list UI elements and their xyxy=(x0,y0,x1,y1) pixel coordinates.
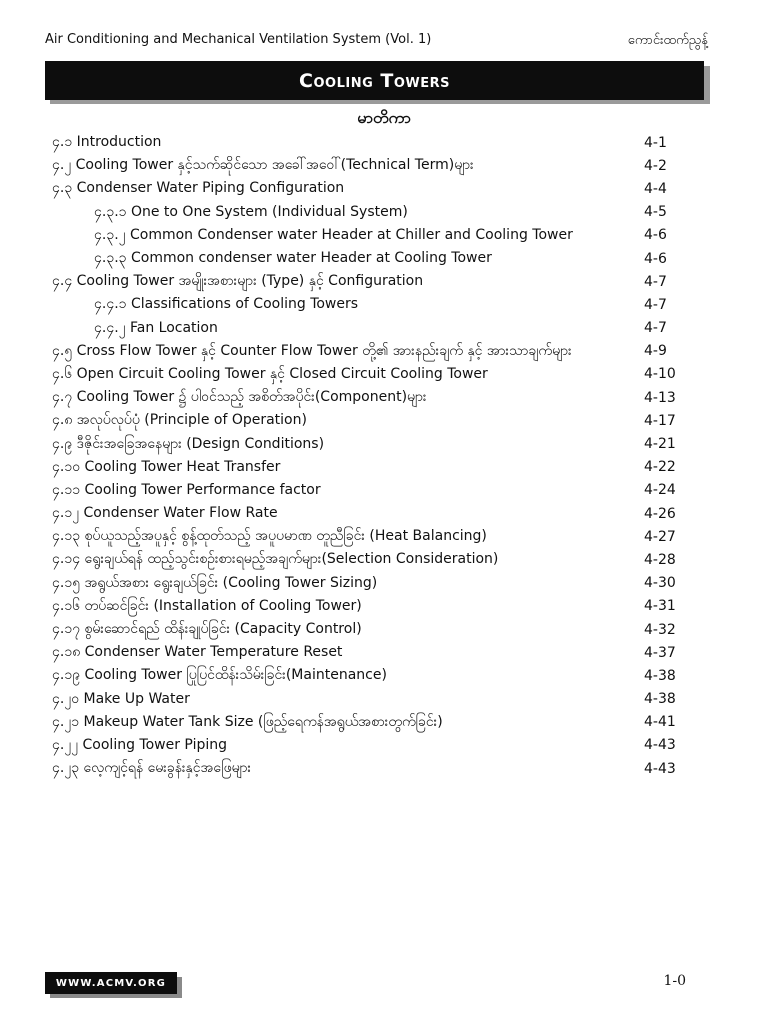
toc-entry-page: 4-2 xyxy=(644,157,667,174)
toc-entry-label[interactable]: ၄.၁၃ စုပ်ယူသည့်အပူနှင့် စွန့်ထုတ်သည့် အပူပမာဏ တူညီခြင်း (Heat Balancing) xyxy=(52,528,487,545)
toc-entry-label[interactable]: ၄.၃.၃ Common condenser water Header at Cooling Tower xyxy=(94,250,492,267)
toc-entry[interactable] xyxy=(52,293,692,316)
toc-entry-page: 4-7 xyxy=(644,320,667,337)
toc-entry[interactable] xyxy=(52,688,692,711)
toc-entry-label[interactable]: ၄.၅ Cross Flow Tower နှင့် Counter Flow Tower တို့၏ အားနည်းချက် နှင့် အားသာချက်များ xyxy=(52,342,572,359)
toc-entry-page: 4-32 xyxy=(644,621,676,638)
toc-entry-page: 4-43 xyxy=(644,760,676,777)
toc-entry[interactable] xyxy=(52,456,692,479)
toc-entry[interactable] xyxy=(52,340,692,363)
toc-entry-label[interactable]: ၄.၁၁ Cooling Tower Performance factor xyxy=(52,481,321,498)
chapter-title-bar xyxy=(45,61,704,100)
toc-entry-page: 4-6 xyxy=(644,227,667,244)
page-number: 1-0 xyxy=(663,973,686,989)
toc-entry[interactable] xyxy=(52,317,692,340)
toc-entry-label[interactable]: ၄.၂၀ Make Up Water xyxy=(52,690,190,707)
toc-entry-page: 4-4 xyxy=(644,180,667,197)
toc-entry-page: 4-13 xyxy=(644,389,676,406)
toc-entry[interactable] xyxy=(52,247,692,270)
toc-entry-page: 4-38 xyxy=(644,691,676,708)
toc-entry-page: 4-26 xyxy=(644,505,676,522)
toc-entry-page: 4-37 xyxy=(644,644,676,661)
toc-entry-label[interactable]: ၄.၁၀ Cooling Tower Heat Transfer xyxy=(52,458,281,475)
toc-entry[interactable] xyxy=(52,572,692,595)
toc-entry-label[interactable]: ၄.၁၄ ရွေးချယ်ရန် ထည့်သွင်းစဉ်းစားရမည့်အချက်များ(Selection Consideration) xyxy=(52,551,499,568)
toc-entry-page: 4-10 xyxy=(644,366,676,383)
toc-entry[interactable] xyxy=(52,131,692,154)
toc-entry[interactable] xyxy=(52,525,692,548)
toc-entry-label[interactable]: ၄.၂ Cooling Tower နှင့်သက်ဆိုင်သော အခေါ်အဝေါ်(Technical Term)များ xyxy=(52,157,474,174)
website-link[interactable]: WWW.ACMV.ORG xyxy=(55,977,167,989)
toc-entry-label[interactable]: ၄.၁၈ Condenser Water Temperature Reset xyxy=(52,644,343,661)
toc-entry-page: 4-1 xyxy=(644,134,667,151)
toc-entry-label[interactable]: ၄.၇ Cooling Tower ၌ ပါဝင်သည့် အစိတ်အပိုင်း(Component)များ xyxy=(52,389,427,406)
toc-entry-label[interactable]: ၄.၈ အလုပ်လုပ်ပုံ (Principle of Operation) xyxy=(52,412,307,429)
toc-entry-label[interactable]: ၄.၃.၂ Common Condenser water Header at Chiller and Cooling Tower xyxy=(94,226,573,243)
toc-entry-page: 4-28 xyxy=(644,551,676,568)
toc-entry-label[interactable]: ၄.၉ ဒီဇိုင်းအခြေအနေများ (Design Conditions) xyxy=(52,435,325,452)
toc-entry-page: 4-31 xyxy=(644,598,676,615)
toc-entry-label[interactable]: ၄.၃.၁ One to One System (Individual System) xyxy=(94,203,408,220)
toc-entry-label[interactable]: ၄.၂၂ Cooling Tower Piping xyxy=(52,736,227,753)
toc-entry-page: 4-24 xyxy=(644,482,676,499)
toc-entry[interactable] xyxy=(52,154,692,177)
toc-entry-label[interactable]: ၄.၄.၁ Classifications of Cooling Towers xyxy=(94,296,359,313)
toc-entry-page: 4-17 xyxy=(644,412,676,429)
toc-entry[interactable] xyxy=(52,363,692,386)
toc-entry-label[interactable]: ၄.၃ Condenser Water Piping Configuration xyxy=(52,180,345,197)
toc-entry-page: 4-6 xyxy=(644,250,667,267)
toc-entry[interactable] xyxy=(52,711,692,734)
toc-entry-label[interactable]: ၄.၄.၂ Fan Location xyxy=(94,319,218,336)
toc-entry[interactable] xyxy=(52,270,692,293)
toc-entry-page: 4-27 xyxy=(644,528,676,545)
toc-entry-label[interactable]: ၄.၁၅ အရွယ်အစား ရွေးချယ်ခြင်း (Cooling Tower Sizing) xyxy=(52,574,378,591)
toc-entry-label[interactable]: ၄.၁၇ စွမ်းဆောင်ရည် ထိန်းချုပ်ခြင်း (Capacity Control) xyxy=(52,621,362,638)
toc-entry[interactable] xyxy=(52,177,692,200)
website-badge[interactable] xyxy=(45,972,177,994)
toc-entry[interactable] xyxy=(52,641,692,664)
toc-entry-label[interactable]: ၄.၂၃ လေ့ကျင့်ရန် မေးခွန်းနှင့်အဖြေများ xyxy=(52,760,252,777)
toc-entry[interactable] xyxy=(52,409,692,432)
toc-entry-page: 4-41 xyxy=(644,714,676,731)
toc-entry[interactable] xyxy=(52,502,692,525)
toc-entry[interactable] xyxy=(52,548,692,571)
toc-entry-page: 4-43 xyxy=(644,737,676,754)
running-header-title: Air Conditioning and Mechanical Ventilation System (Vol. 1) xyxy=(45,32,432,47)
toc-entry-page: 4-5 xyxy=(644,204,667,221)
toc-entry[interactable] xyxy=(52,734,692,757)
toc-entry-label[interactable]: ၄.၁ Introduction xyxy=(52,134,162,151)
toc-entry-label[interactable]: ၄.၂၁ Makeup Water Tank Size (ဖြည့်ရေကန်အရွယ်အစားတွက်ခြင်း) xyxy=(52,713,443,730)
running-header-author: ကောင်းထက်ညွန့် xyxy=(627,33,708,48)
toc-entry[interactable] xyxy=(52,664,692,687)
toc-entry-page: 4-7 xyxy=(644,296,667,313)
toc-entry-page: 4-21 xyxy=(644,436,676,453)
toc-entry[interactable] xyxy=(52,757,692,780)
toc-entry-label[interactable]: ၄.၁၂ Condenser Water Flow Rate xyxy=(52,505,278,522)
toc-entry[interactable] xyxy=(52,595,692,618)
toc-entry-label[interactable]: ၄.၁၉ Cooling Tower ပြုပြင်ထိန်းသိမ်းခြင်း(Maintenance) xyxy=(52,667,387,684)
toc-entry-page: 4-7 xyxy=(644,273,667,290)
toc-entry-page: 4-30 xyxy=(644,575,676,592)
contents-heading: မာတိကာ xyxy=(357,108,411,127)
toc-entry-label[interactable]: ၄.၆ Open Circuit Cooling Tower နှင့် Closed Circuit Cooling Tower xyxy=(52,365,488,382)
toc-entry-page: 4-22 xyxy=(644,459,676,476)
toc-entry[interactable] xyxy=(52,224,692,247)
toc-entry[interactable] xyxy=(52,618,692,641)
toc-entry-page: 4-38 xyxy=(644,667,676,684)
toc-entry[interactable] xyxy=(52,432,692,455)
table-of-contents xyxy=(52,131,692,780)
toc-entry[interactable] xyxy=(52,479,692,502)
toc-entry-page: 4-9 xyxy=(644,343,667,360)
toc-entry-label[interactable]: ၄.၄ Cooling Tower အမျိုးအစားများ (Type) နှင့် Configuration xyxy=(52,273,424,290)
toc-entry-label[interactable]: ၄.၁၆ တပ်ဆင်ခြင်း (Installation of Cooling Tower) xyxy=(52,597,362,614)
toc-entry[interactable] xyxy=(52,201,692,224)
toc-entry[interactable] xyxy=(52,386,692,409)
chapter-title: Cooling Towers xyxy=(299,69,450,92)
